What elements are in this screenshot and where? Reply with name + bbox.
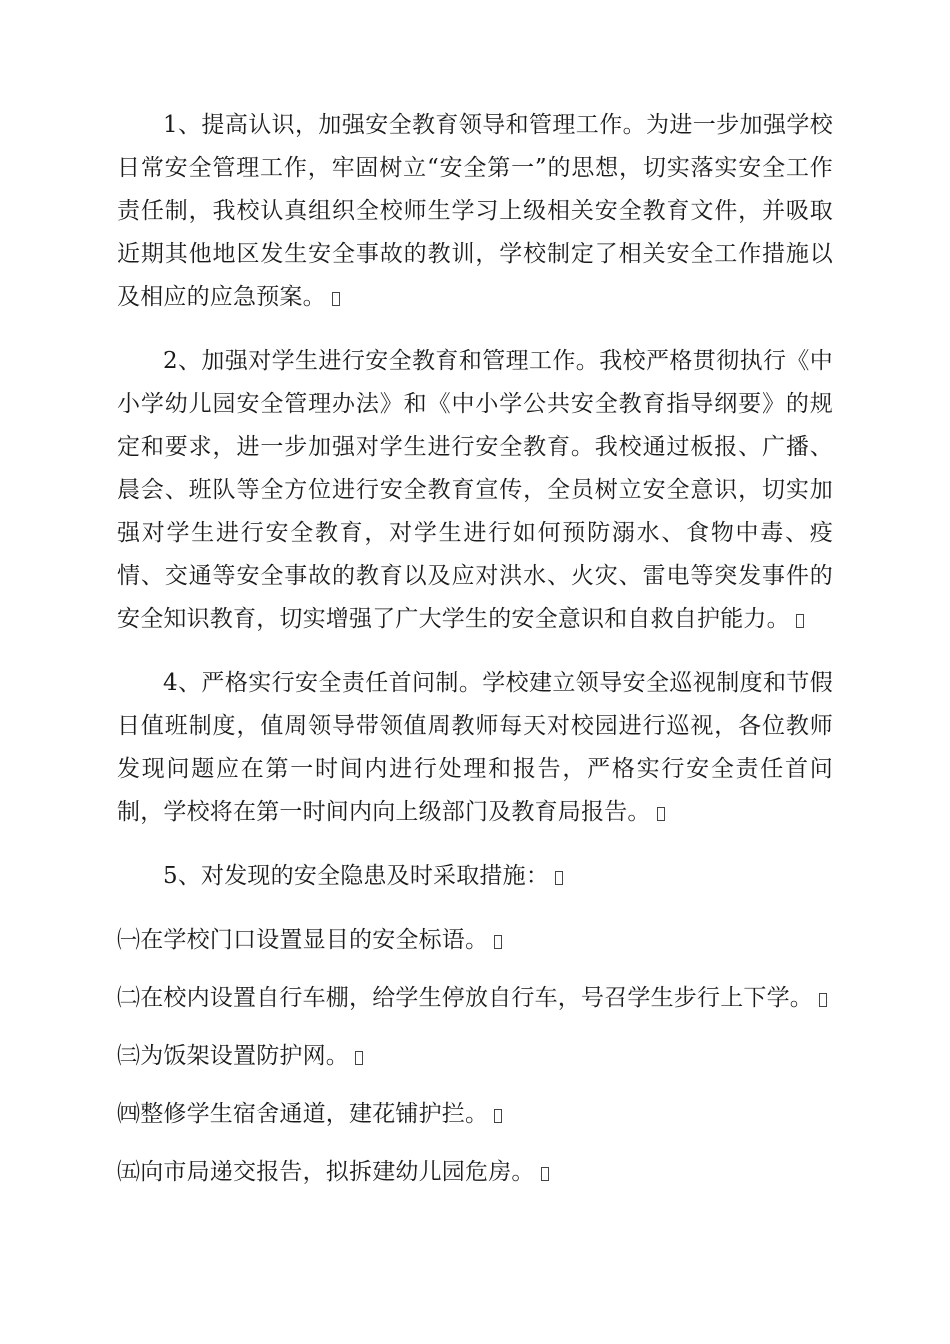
list-item [117,1093,833,1136]
list-item [117,919,833,962]
list-item-text: ㈢为饭架设置防护网。 [117,1043,349,1069]
list-item [117,1151,833,1194]
paragraph-end-mark-icon [355,1051,363,1065]
paragraph-4-text: 4、严格实行安全责任首问制。学校建立领导安全巡视制度和节假日值班制度，值周领导带领值周教师每天对校园进行巡视，各位教师发现问题应在第一时间内进行处理和报告，严格实行安全责任首问制，学校将在第一时间内向上级部门及教育局报告。 [117,670,833,825]
paragraph-1-text: 1、提高认识，加强安全教育领导和管理工作。为进一步加强学校日常安全管理工作，牢固树立“安全第一”的思想，切实落实安全工作责任制，我校认真组织全校师生学习上级相关安全教育文件，并吸取近期其他地区发生安全事故的教训，学校制定了相关安全工作措施以及相应的应急预案。 [117,112,833,310]
paragraph-end-mark-icon [796,614,804,628]
paragraph-5 [117,855,833,898]
paragraph-5-text: 5、对发现的安全隐患及时采取措施： [163,863,550,889]
paragraph-end-mark-icon [555,871,563,885]
paragraph-end-mark-icon [819,993,827,1007]
paragraph-2-text: 2、加强对学生进行安全教育和管理工作。我校严格贯彻执行《中小学幼儿园安全管理办法》和《中小学公共安全教育指导纲要》的规定和要求，进一步加强对学生进行安全教育。我校通过板报、广播、晨会、班队等全方位进行安全教育宣传，全员树立安全意识，切实加强对学生进行安全教育，对学生进行如何预防溺水、食物中毒、疫情、交通等安全事故的教育以及应对洪水、火灾、雷电等突发事件的安全知识教育，切实增强了广大学生的安全意识和自救自护能力。 [117,348,833,632]
list-item-text: ㈣整修学生宿舍通道，建花铺护拦。 [117,1101,489,1127]
list-item [117,977,833,1020]
document-page [117,104,833,1209]
paragraph-end-mark-icon [332,292,340,306]
paragraph-2 [117,340,833,641]
paragraph-1 [117,104,833,319]
paragraph-end-mark-icon [541,1167,549,1181]
list-item-text: ㈠在学校门口设置显目的安全标语。 [117,927,489,953]
paragraph-end-mark-icon [657,807,665,821]
list-item [117,1035,833,1078]
paragraph-end-mark-icon [494,935,502,949]
list-item-text: ㈡在校内设置自行车棚，给学生停放自行车，号召学生步行上下学。 [117,985,813,1011]
paragraph-4 [117,662,833,834]
paragraph-end-mark-icon [494,1109,502,1123]
list-item-text: ㈤向市局递交报告，拟拆建幼儿园危房。 [117,1159,535,1185]
